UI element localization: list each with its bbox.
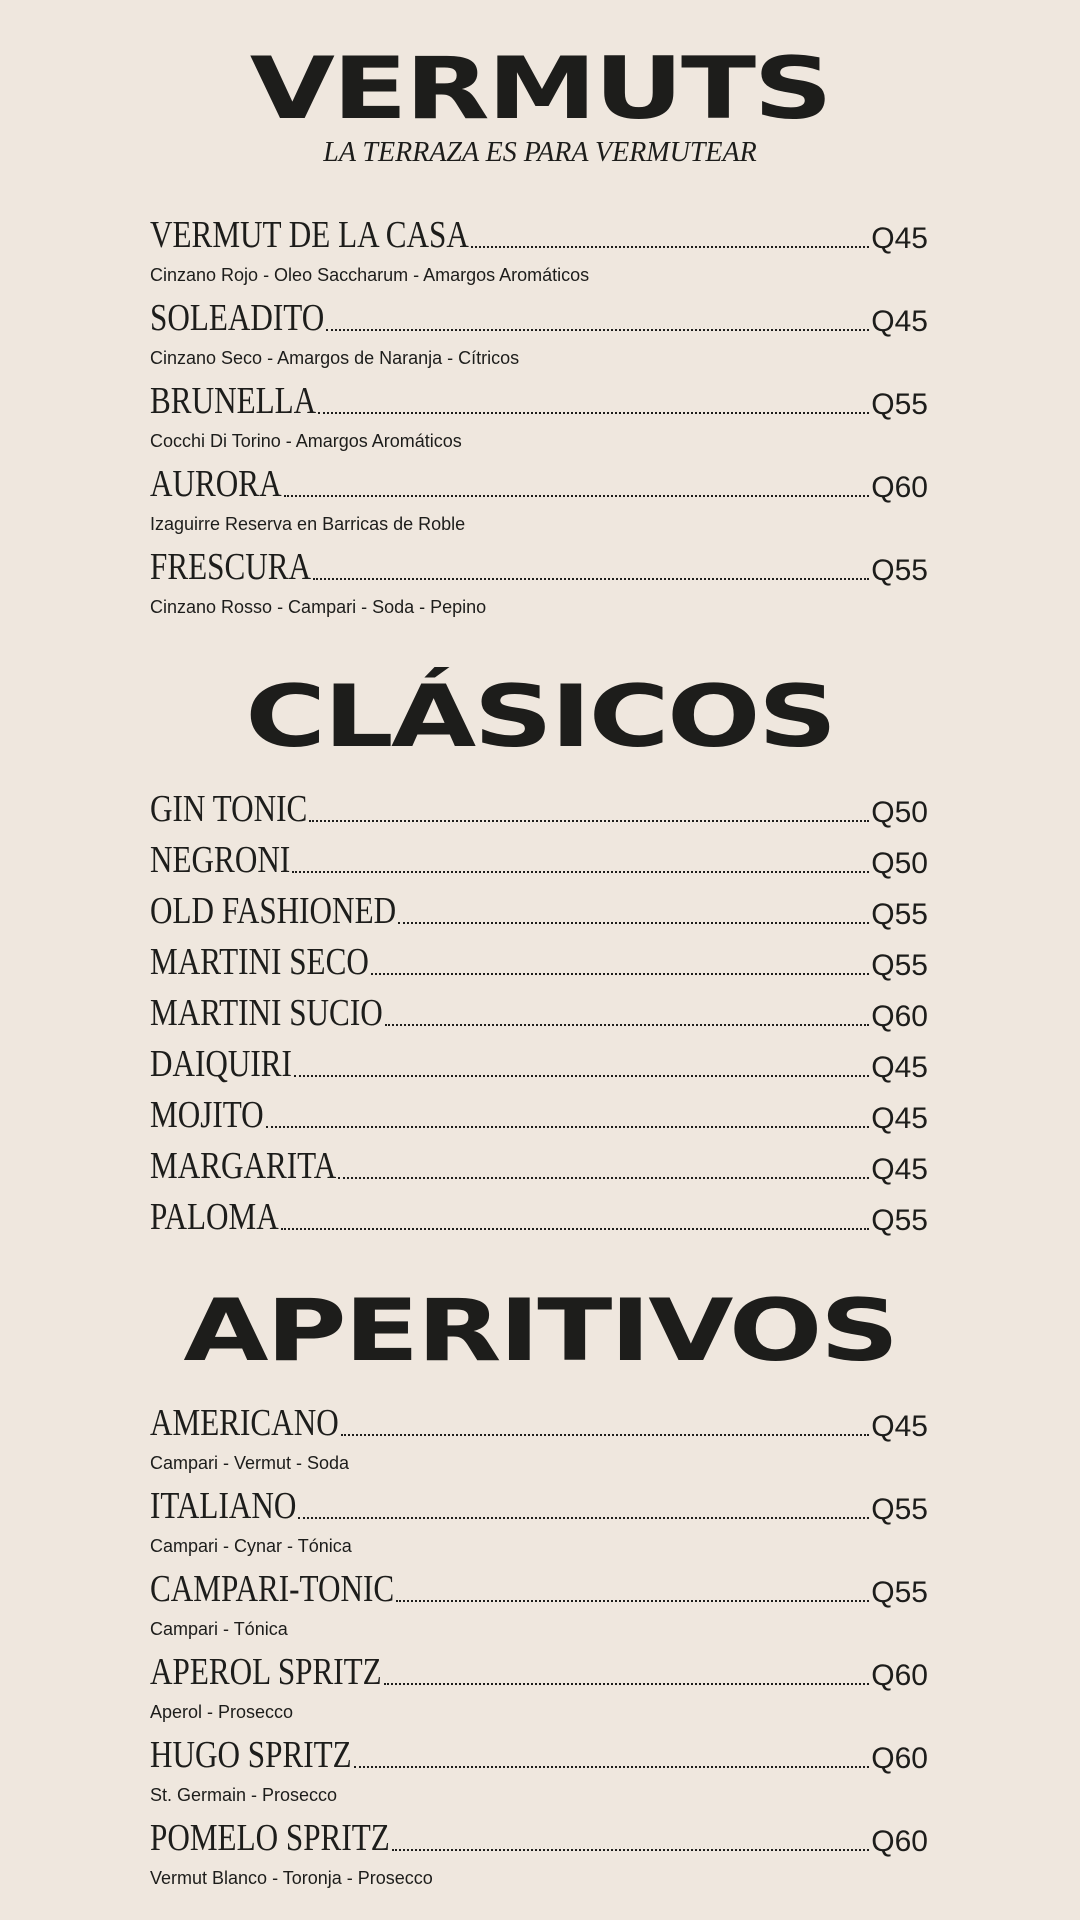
item-price: Q60 [871,1742,928,1775]
item-name: CAMPARI-TONIC [150,1568,395,1610]
item-price: Q60 [871,1000,928,1033]
item-description: Campari - Tónica [150,1619,288,1639]
menu-item [150,212,928,295]
item-price: Q55 [871,898,928,931]
menu-item [150,1400,928,1483]
dot-leader [384,1682,870,1685]
dot-leader [284,494,870,497]
item-price: Q55 [871,1576,928,1609]
menu-item-row [150,1143,928,1185]
menu-item [150,1815,928,1898]
item-description: Cinzano Rojo - Oleo Saccharum - Amargos Aromáticos [150,265,590,285]
item-description: St. Germain - Prosecco [150,1785,338,1805]
menu-item [150,990,928,1041]
item-description: Cinzano Rosso - Campari - Soda - Pepino [150,597,487,617]
menu-item-row [150,212,928,254]
section-title-clasicos: CLÁSICOS [245,667,835,767]
menu-item [150,1143,928,1194]
menu-item-row [150,1732,928,1774]
dot-leader [266,1125,870,1128]
dot-leader [326,328,869,331]
item-price: Q55 [871,388,928,421]
menu-item [150,378,928,461]
menu-item-row [150,837,928,879]
menu-item [150,939,928,990]
item-price: Q45 [871,1153,928,1186]
menu-item [150,544,928,627]
item-name: MARGARITA [150,1145,337,1187]
item-price: Q50 [871,796,928,829]
item-name: AURORA [150,463,282,505]
item-name: MARTINI SECO [150,941,369,983]
item-name: MARTINI SUCIO [150,992,383,1034]
menu-item [150,1649,928,1732]
menu-item-row [150,1649,928,1691]
item-price: Q55 [871,1493,928,1526]
item-price: Q45 [871,305,928,338]
menu-item [150,295,928,378]
item-name: VERMUT DE LA CASA [150,214,469,256]
menu-item [150,1483,928,1566]
menu-item [150,1092,928,1143]
section-title-vermuts: VERMUTS [249,39,831,139]
item-price: Q45 [871,1102,928,1135]
menu-item [150,786,928,837]
dot-leader [281,1227,870,1230]
dot-leader [371,972,869,975]
dot-leader [338,1176,869,1179]
item-price: Q60 [871,1659,928,1692]
item-name: POMELO SPRITZ [150,1817,390,1859]
item-price: Q60 [871,471,928,504]
dot-leader [354,1765,870,1768]
menu-item-row [150,1566,928,1608]
item-name: DAIQUIRI [150,1043,292,1085]
menu-item-row [150,544,928,586]
item-description: Cinzano Seco - Amargos de Naranja - Cítricos [150,348,520,368]
item-description: Izaguirre Reserva en Barricas de Roble [150,514,466,534]
item-name: SOLEADITO [150,297,325,339]
item-price: Q60 [871,1825,928,1858]
menu-item-row [150,1194,928,1236]
item-name: BRUNELLA [150,380,317,422]
item-name: MOJITO [150,1094,264,1136]
section-title-aperitivos: APERITIVOS [183,1281,897,1381]
item-name: APEROL SPRITZ [150,1651,382,1693]
menu-item-row [150,990,928,1032]
menu-item-row [150,461,928,503]
menu-item-row [150,786,928,828]
menu-item-row [150,1041,928,1083]
menu-list-clasicos [150,786,928,1245]
menu-item-row [150,1483,928,1525]
dot-leader [318,411,869,414]
item-price: Q45 [871,222,928,255]
dot-leader [396,1599,869,1602]
item-description: Vermut Blanco - Toronja - Prosecco [150,1868,433,1888]
item-description: Campari - Vermut - Soda [150,1453,350,1473]
dot-leader [385,1023,870,1026]
menu-item-row [150,1400,928,1442]
menu-item-row [150,888,928,930]
dot-leader [313,577,869,580]
item-price: Q55 [871,554,928,587]
item-name: PALOMA [150,1196,279,1238]
item-price: Q45 [871,1051,928,1084]
section-subtitle-vermuts: LA TERRAZA ES PARA VERMUTEAR [323,137,757,168]
menu-item [150,1732,928,1815]
item-name: GIN TONIC [150,788,308,830]
menu-item [150,1194,928,1245]
menu-item [150,461,928,544]
item-description: Campari - Cynar - Tónica [150,1536,352,1556]
dot-leader [341,1433,870,1436]
dot-leader [309,819,869,822]
menu-item-row [150,378,928,420]
dot-leader [294,1074,869,1077]
item-name: ITALIANO [150,1485,297,1527]
item-name: FRESCURA [150,546,312,588]
dot-leader [298,1516,869,1519]
item-price: Q55 [871,949,928,982]
menu-item [150,1041,928,1092]
menu-list-aperitivos [150,1400,928,1898]
item-name: NEGRONI [150,839,291,881]
item-name: AMERICANO [150,1402,339,1444]
item-price: Q45 [871,1410,928,1443]
menu-item [150,837,928,888]
dot-leader [471,245,869,248]
dot-leader [392,1848,870,1851]
item-name: HUGO SPRITZ [150,1734,352,1776]
item-description: Aperol - Prosecco [150,1702,294,1722]
dot-leader [292,870,869,873]
menu-item-row [150,1815,928,1857]
item-price: Q55 [871,1204,928,1237]
menu-item-row [150,295,928,337]
dot-leader [398,921,869,924]
menu-item-row [150,1092,928,1134]
menu-list-vermuts [150,212,928,627]
item-description: Cocchi Di Torino - Amargos Aromáticos [150,431,462,451]
item-name: OLD FASHIONED [150,890,397,932]
item-price: Q50 [871,847,928,880]
menu-item [150,1566,928,1649]
menu-item-row [150,939,928,981]
menu-item [150,888,928,939]
